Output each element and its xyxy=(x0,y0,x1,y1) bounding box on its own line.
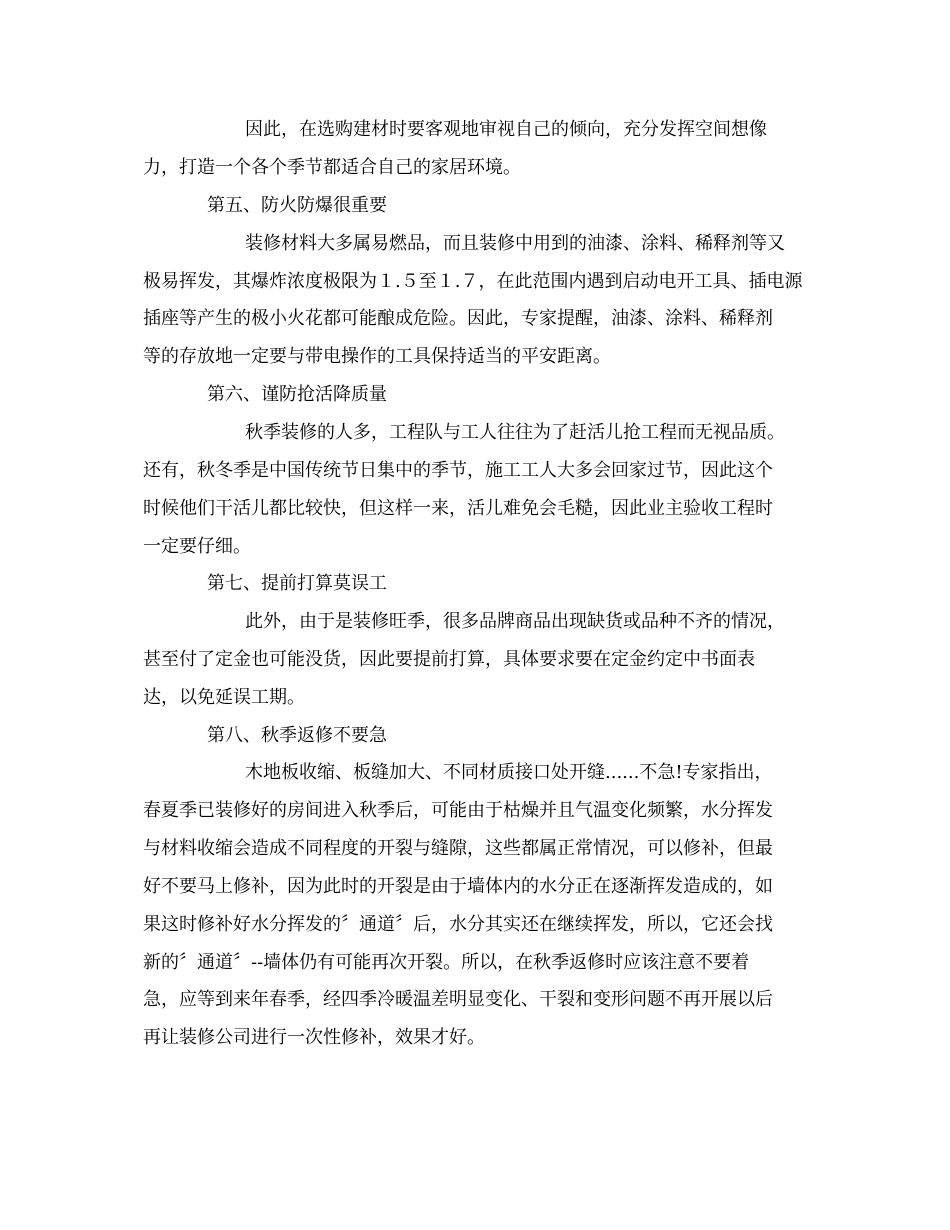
paragraph-line: 达，以免延误工期。 xyxy=(143,687,305,708)
paragraph-line: 插座等产生的极小火花都可能酿成危险。因此，专家提醒，油漆、涂料、稀释剂 xyxy=(143,308,773,329)
paragraph-line: 还有，秋冬季是中国传统节日集中的季节，施工工人大多会回家过节，因此这个 xyxy=(143,460,773,481)
paragraph-line: 因此，在选购建材时要客观地审视自己的倾向，充分发挥空间想像 xyxy=(245,119,767,140)
paragraph-line: 力，打造一个各个季节都适合自己的家居环境。 xyxy=(143,157,521,178)
section-heading: 第五、防火防爆很重要 xyxy=(207,195,387,216)
paragraph-line: 一定要仔细。 xyxy=(143,536,251,557)
paragraph-line: 时候他们干活儿都比较快，但这样一来，活儿难免会毛糙，因此业主验收工程时 xyxy=(143,498,773,519)
paragraph-line: 等的存放地一定要与带电操作的工具保持适当的平安距离。 xyxy=(143,346,611,367)
paragraph-line: 极易挥发，其爆炸浓度极限为１.５至１.７，在此范围内遇到启动电开工具、插电源 xyxy=(143,271,803,292)
paragraph-line: 果这时修补好水分挥发的〞通道〞后，水分其实还在继续挥发，所以，它还会找 xyxy=(143,914,773,935)
section-heading: 第七、提前打算莫误工 xyxy=(207,573,387,594)
paragraph-line: 此外，由于是装修旺季，很多品牌商品出现缺货或品种不齐的情况， xyxy=(245,611,785,632)
paragraph-line: 与材料收缩会造成不同程度的开裂与缝隙，这些都属正常情况，可以修补，但最 xyxy=(143,838,773,859)
paragraph-line: 急，应等到来年春季，经四季冷暖温差明显变化、干裂和变形问题不再开展以后 xyxy=(143,989,773,1010)
paragraph-line: 秋季装修的人多，工程队与工人往往为了赶活儿抢工程而无视品质。 xyxy=(245,422,785,443)
paragraph-line: 木地板收缩、板缝加大、不同材质接口处开缝......不急!专家指出， xyxy=(245,762,773,783)
paragraph-line: 装修材料大多属易燃品，而且装修中用到的油漆、涂料、稀释剂等又 xyxy=(245,233,785,254)
section-heading: 第八、秋季返修不要急 xyxy=(207,725,387,746)
paragraph-line: 再让装修公司进行一次性修补，效果才好。 xyxy=(143,1027,485,1048)
paragraph-line: 新的〞通道〞--墙体仍有可能再次开裂。所以，在秋季返修时应该注意不要着 xyxy=(143,952,750,973)
paragraph-line: 春夏季已装修好的房间进入秋季后，可能由于枯燥并且气温变化频繁，水分挥发 xyxy=(143,800,773,821)
section-heading: 第六、谨防抢活降质量 xyxy=(207,384,387,405)
paragraph-line: 甚至付了定金也可能没货，因此要提前打算，具体要求要在定金约定中书面表 xyxy=(143,649,755,670)
paragraph-line: 好不要马上修补，因为此时的开裂是由于墙体内的水分正在逐渐挥发造成的，如 xyxy=(143,876,773,897)
